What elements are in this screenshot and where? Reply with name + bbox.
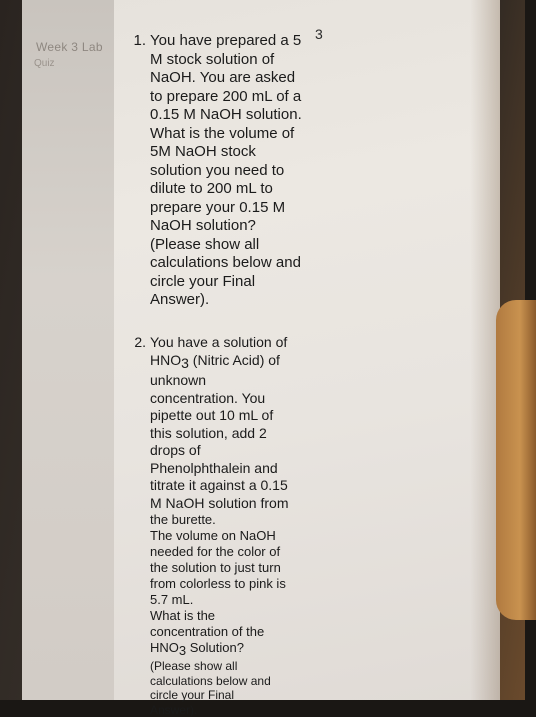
question-line: M NaOH solution from — [150, 495, 288, 513]
document-screen — [22, 0, 500, 700]
question-line: (Please show all — [150, 659, 288, 674]
question-line: from colorless to pink is — [150, 576, 288, 592]
question-line: Answer). — [150, 703, 288, 717]
question-line: NaOH solution? — [150, 217, 302, 236]
question-line: 5.7 mL. — [150, 592, 288, 608]
formula-hno3: HNO — [150, 352, 181, 368]
question-line: What is the volume of — [150, 125, 302, 144]
question-line: needed for the color of — [150, 544, 288, 560]
question-line: You have prepared a 5 — [150, 32, 302, 51]
formula-hno3: HNO — [150, 640, 179, 655]
question-line: solution you need to — [150, 162, 302, 181]
question-line: The volume on NaOH — [150, 528, 288, 544]
question-line: to prepare 200 mL of a — [150, 88, 302, 107]
formula-subscript: 3 — [179, 643, 186, 658]
sidebar-title[interactable]: Week 3 Lab — [36, 40, 103, 54]
question-line: dilute to 200 mL to — [150, 180, 302, 199]
question-line: drops of — [150, 442, 288, 460]
question-number: 2. — [130, 334, 146, 352]
finger — [496, 300, 536, 620]
sidebar — [22, 0, 114, 700]
question-line: titrate it against a 0.15 — [150, 477, 288, 495]
question-number: 1. — [130, 32, 146, 51]
formula-subscript: 3 — [181, 355, 189, 371]
question-line: What is the — [150, 608, 288, 624]
question-line: unknown — [150, 372, 288, 390]
question-line: 5M NaOH stock — [150, 143, 302, 162]
question-line: Phenolphthalein and — [150, 460, 288, 478]
question-line: circle your Final — [150, 688, 288, 703]
question-line: the burette. — [150, 512, 288, 528]
question-line: calculations below and — [150, 254, 302, 273]
question-line: this solution, add 2 — [150, 425, 288, 443]
question-line: pipette out 10 mL of — [150, 407, 288, 425]
question-line: circle your Final — [150, 273, 302, 292]
question-line: 0.15 M NaOH solution. — [150, 106, 302, 125]
question-line: prepare your 0.15 M — [150, 199, 302, 218]
question-line: Answer). — [150, 291, 302, 310]
question-line: concentration. You — [150, 390, 288, 408]
question-line: concentration of the — [150, 624, 288, 640]
question-line — [150, 640, 288, 659]
question-line: NaOH. You are asked — [150, 69, 302, 88]
question-line: (Please show all — [150, 236, 302, 255]
question-line: You have a solution of — [150, 334, 288, 352]
formula-suffix: Solution? — [186, 640, 244, 655]
question-line — [150, 352, 288, 373]
page-number: 3 — [315, 26, 323, 42]
question-line: the solution to just turn — [150, 560, 288, 576]
question-text — [150, 32, 302, 310]
formula-suffix: (Nitric Acid) of — [189, 352, 280, 368]
question-text — [150, 334, 288, 717]
question-line: M stock solution of — [150, 51, 302, 70]
sidebar-subtitle[interactable]: Quiz — [34, 58, 55, 69]
question-line: calculations below and — [150, 674, 288, 689]
